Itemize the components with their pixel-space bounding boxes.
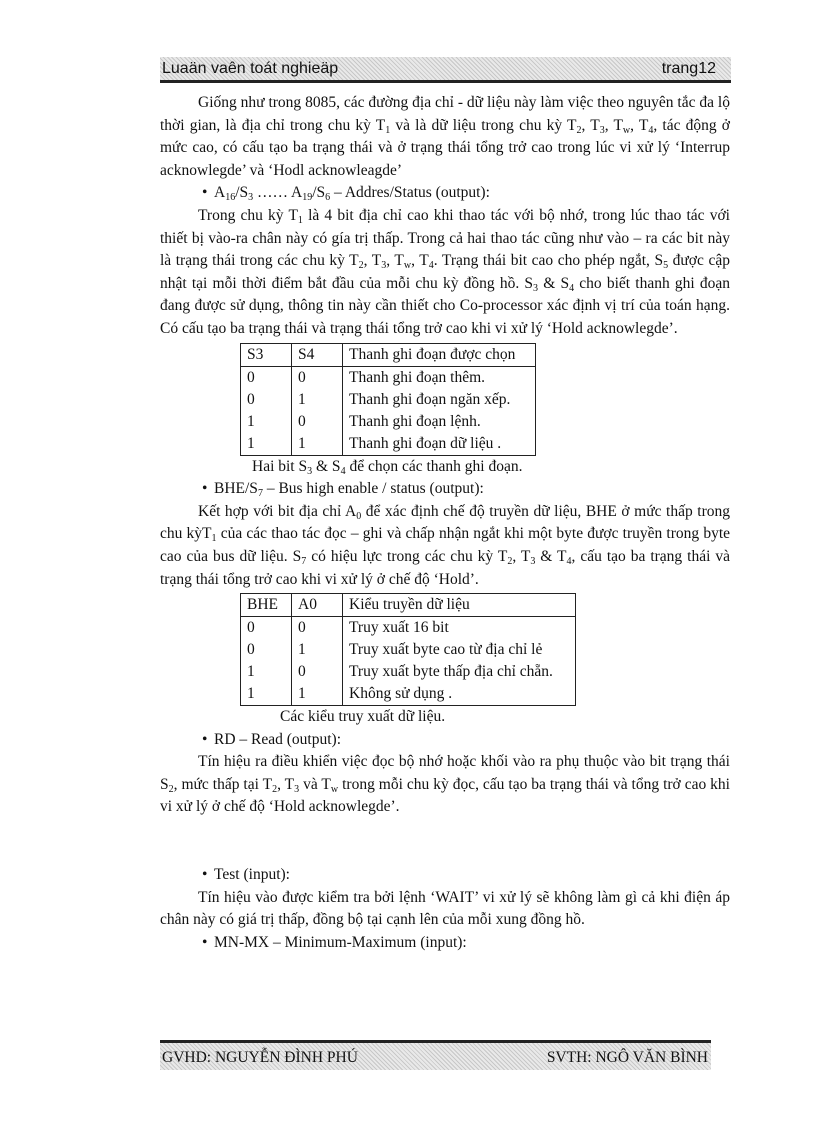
table-cell: 1: [292, 639, 343, 661]
table-cell: Không sử dụng .: [343, 683, 576, 706]
table-header: Kiểu truyền dữ liệu: [343, 594, 576, 617]
table-cell: Thanh ghi đoạn lệnh.: [343, 411, 536, 433]
table-cell: Thanh ghi đoạn ngăn xếp.: [343, 389, 536, 411]
bullet-icon: •: [202, 480, 208, 498]
bullet-icon: •: [202, 866, 208, 884]
bullet-icon: •: [202, 933, 208, 951]
table-cell: 1: [292, 389, 343, 411]
table-header: BHE: [241, 594, 292, 617]
transfer-type-table: [240, 593, 576, 706]
table-cell: 0: [241, 389, 292, 411]
bullet-bhe: • BHE/$S_7$ – Bus high enable / status (output):: [202, 480, 484, 500]
table-caption: Các kiểu truy xuất dữ liệu.: [280, 708, 446, 726]
paragraph-address-data-lines: Giống như trong 8085, các đường địa chỉ - dữ liệu này làm việc theo nguyên tắc đa lộ thời gian, là địa chỉ trong chu kỳ $T_1$ và là dữ liệu trong chu kỳ $T_2$, $T_3$, $T_w$, $T_4$, tác động ở mức cao, có cấu tạo ba trạng thái và ở trạng thái tổng trở cao trong lúc vi xử lý ‘Interrup acknowlegde’ và ‘Hodl acknowleagde’: [160, 94, 730, 179]
paragraph-test: Tín hiệu vào được kiểm tra bởi lệnh ‘WAIT’ vi xử lý sẽ không làm gì cả khi điện áp chân này có giá trị thấp, đồng bộ tại cạnh lên của mỗi xung đồng hồ.: [160, 888, 730, 929]
table-row: [241, 617, 576, 640]
table-header: A0: [292, 594, 343, 617]
table-cell: 0: [292, 411, 343, 433]
table-header-row: [241, 594, 576, 617]
page-number: trang12: [661, 60, 716, 77]
table-header-row: [241, 343, 536, 366]
table-cell: 0: [241, 639, 292, 661]
table-cell: 0: [292, 617, 343, 640]
bullet-icon: •: [202, 184, 208, 202]
segment-register-table: [240, 343, 536, 456]
footer-student: SVTH: NGÔ VĂN BÌNH: [546, 1049, 708, 1066]
table-row: [241, 683, 576, 706]
paragraph-rd: Tín hiệu ra điều khiển việc đọc bộ nhớ hoặc khối vào ra phụ thuộc vào bit trạng thái $S_2$, mức thấp tại $T_2$, $T_3$ và $T_w$ trong mỗi chu kỳ đọc, cấu tạo ba trạng thái và tổng trở cao khi vi xử lý ở chế độ ‘Hold acknowlegde’.: [160, 753, 730, 816]
table-cell: 0: [292, 366, 343, 389]
table-cell: 1: [241, 411, 292, 433]
table-header: S3: [241, 343, 292, 366]
table-row: [241, 389, 536, 411]
table-cell: Truy xuất byte cao từ địa chỉ lẻ: [343, 639, 576, 661]
table-cell: 1: [241, 661, 292, 683]
document-body: [160, 92, 730, 954]
table-cell: 1: [292, 433, 343, 456]
bullet-icon: •: [202, 730, 208, 748]
spacer: [160, 819, 730, 864]
bullet-test: • Test (input):: [160, 864, 730, 887]
table-cell: 1: [241, 683, 292, 706]
table-cell: 0: [292, 661, 343, 683]
table-row: [241, 661, 576, 683]
bullet-rd: • RD – Read (output):: [160, 729, 730, 752]
table-cell: 1: [292, 683, 343, 706]
table-cell: Truy xuất byte thấp địa chỉ chẵn.: [343, 661, 576, 683]
table-caption: Hai bit $S_3$ & $S_4$ để chọn các thanh ghi đoạn.: [252, 457, 523, 477]
table-row: [241, 433, 536, 456]
table-header: S4: [292, 343, 343, 366]
table-cell: 1: [241, 433, 292, 456]
table-row: [241, 411, 536, 433]
table-row: [241, 639, 576, 661]
table-cell: Truy xuất 16 bit: [343, 617, 576, 640]
bullet-mn-mx: • MN-MX – Minimum-Maximum (input):: [160, 932, 730, 955]
paragraph-address-status: Trong chu kỳ $T_1$ là 4 bit địa chỉ cao khi thao tác với bộ nhớ, trong lúc thao tác với thiết bị vào-ra chân này có gía trị thấp. Trong cả hai thao tác cũng như vào – ra các bit này là trạng thái trong các chu kỳ $T_2$, $T_3$, $T_w$, $T_4$. Trạng thái bit cao cho phép ngắt, $S_5$ được cập nhật tại mỗi thời điểm bắt đầu của mỗi chu kỳ đồng hồ. $S_3$ & $S_4$ cho biết thanh ghi đoạn đang được sử dụng, thông tin này cần thiết cho Co-processor xác định vị trí của toán hạng. Có cấu tạo ba trạng thái và trạng thái tổng trở cao khi vi xử lý ‘Hold acknowlegde’.: [160, 206, 731, 337]
table-row: [241, 366, 536, 389]
table-cell: Thanh ghi đoạn dữ liệu .: [343, 433, 536, 456]
table-cell: 0: [241, 366, 292, 389]
footer-advisor: GVHD: NGUYỄN ĐÌNH PHÚ: [162, 1049, 358, 1066]
header-title: Luaän vaên toát nghieäp: [162, 60, 339, 77]
paragraph-bhe: Kết hợp với bit địa chỉ $A_0$ để xác định chế độ truyền dữ liệu, BHE ở mức thấp trong chu kỳT$_1$ của các thao tác đọc – ghi và chấp nhận ngắt khi một byte được truyền trong byte cao của bus dữ liệu. $S_7$ có hiệu lực trong các chu kỳ $T_2$, $T_3$ & $T_4$, cấu tạo ba trạng thái và trạng thái tổng trở cao khi vi xử lý ở chế độ ‘Hold’.: [160, 502, 730, 588]
bullet-addres-status: • $A_{16}/S_3$ …… $A_{19}/S_6$ – Addres/Status (output):: [202, 184, 490, 204]
table-header: Thanh ghi đoạn được chọn: [343, 343, 536, 366]
table-cell: 0: [241, 617, 292, 640]
table-cell: Thanh ghi đoạn thêm.: [343, 366, 536, 389]
